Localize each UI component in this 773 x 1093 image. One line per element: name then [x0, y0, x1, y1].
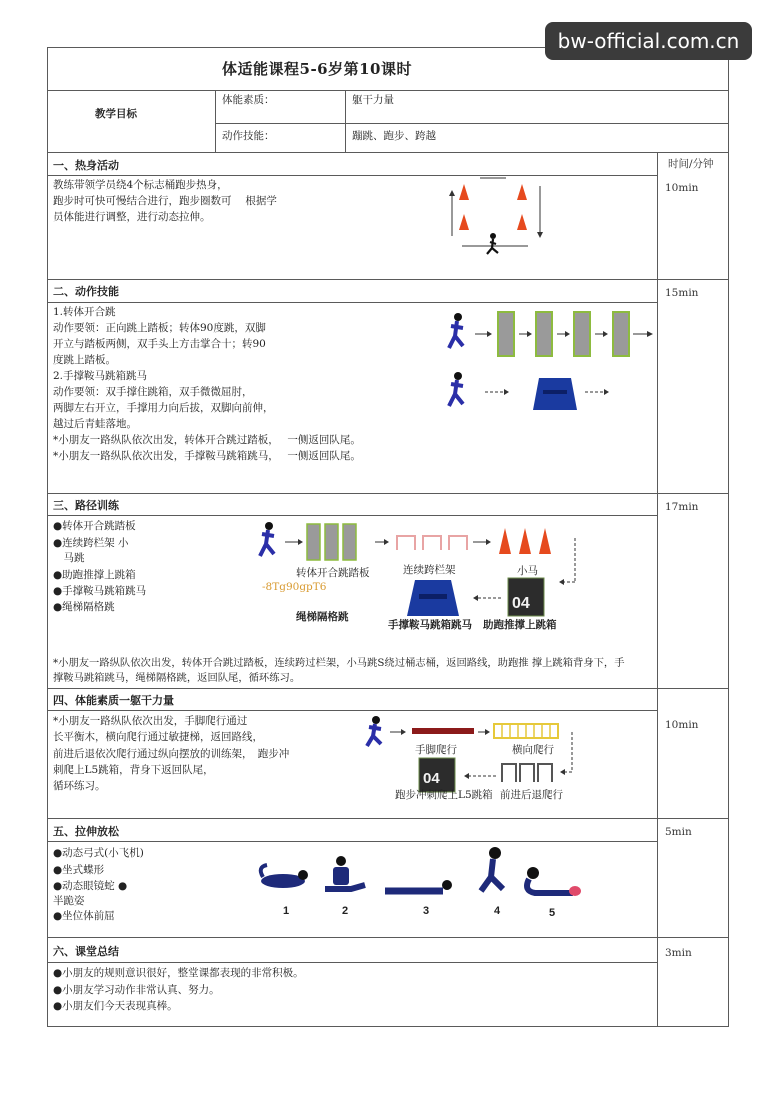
skill-line-8: 越过后青蛙落地。: [53, 418, 137, 430]
skill-value: 蹦跳、跑步、跨越: [352, 130, 436, 142]
path-item-1: ●转体开合跳踏板: [53, 520, 136, 532]
runner-icon: [449, 313, 463, 348]
summary-item-1: ●小朋友的规则意识很好，整堂课都表现的非常积极。: [53, 967, 304, 979]
page-title: 体适能课程5-6岁第10课时: [222, 60, 412, 78]
hurdle-icon: [449, 536, 467, 550]
cone-icon: [499, 528, 511, 554]
summary-item-3: ●小朋友们今天表现真棒。: [53, 1000, 178, 1012]
core-line-3: 前进后退依次爬行通过纵向摆放的训练架， 跑步冲: [53, 748, 290, 760]
vault-horse-diagram: [443, 370, 623, 414]
fitness-label: 体能素质：: [222, 94, 275, 106]
hurdle-icon: [423, 536, 441, 550]
pose-sit-reach-icon: [527, 867, 581, 896]
section-stretch-title: 五、拉伸放松: [53, 825, 119, 838]
cone-icon: [539, 528, 551, 554]
fitness-value: 躯干力量: [352, 94, 394, 106]
section-warmup-time: 10min: [665, 182, 699, 194]
path-item-2: ●连续跨栏架 小: [53, 537, 129, 549]
path-note-1: *小朋友一路纵队依次出发，转体开合跳过踏板，连续跨过栏架，小马跳S绕过桶志桶，返回路线，助跑推 撑上跳箱背身下，手: [53, 657, 625, 669]
skill-label: 动作技能：: [222, 130, 275, 142]
path-item-4: ●助跑推撑上跳箱: [53, 569, 136, 581]
path-item-3: 马跳: [53, 552, 85, 564]
skill-line-10: *小朋友一路纵队依次出发，手撑鞍马跳箱跳马， 一侧返回队尾。: [53, 450, 361, 462]
vault-box-icon: [533, 378, 577, 410]
box-number: 04: [512, 595, 530, 612]
label-box: 助跑推撑上跳箱: [483, 619, 557, 631]
label-vault: 手撑鞍马跳箱跳马: [388, 619, 472, 631]
warmup-line-3: 员体能进行调整，进行动态拉伸。: [53, 211, 211, 223]
path-item-6: ●绳梯隔格跳: [53, 601, 115, 613]
label-hurdle: 连续跨栏架: [403, 564, 456, 576]
pose-kneel-icon: [481, 847, 503, 891]
vault-box-icon: [407, 580, 459, 616]
pose-bow-icon: [261, 865, 308, 888]
skill-line-5: 2.手撑鞍马跳箱跳马: [53, 370, 148, 382]
core-line-1: *小朋友一路纵队依次出发，手脚爬行通过: [53, 715, 248, 727]
cone-icon: [519, 528, 531, 554]
board-icon: [498, 312, 514, 356]
training-frame-icon: [502, 764, 552, 782]
core-line-2: 长平衡木，横向爬行通过敏捷梯，返回路线，: [53, 731, 263, 743]
skill-line-4: 度跳上踏板。: [53, 354, 116, 366]
section-summary-title: 六、课堂总结: [53, 945, 119, 958]
label-horse: 小马: [517, 565, 538, 577]
pose-number-5: 5: [549, 907, 556, 919]
core-line-5: 循环练习。: [53, 780, 106, 792]
board-icon: [613, 312, 629, 356]
board-icon: [325, 524, 338, 560]
section-skill-title: 二、动作技能: [53, 285, 119, 298]
cone-icon: [459, 184, 469, 200]
pose-cobra-icon: [385, 880, 452, 891]
objectives-label: 教学目标: [95, 108, 137, 120]
stretch-item-1: ●动态弓式(小飞机): [53, 847, 144, 859]
skill-line-7: 两脚左右开立，手撑用力向后拔，双脚向前伸，: [53, 402, 274, 414]
agility-ladder-icon: [494, 724, 558, 738]
pose-number-3: 3: [423, 905, 430, 917]
core-line-4: 刺爬上L5跳箱，背身下返回队尾，: [53, 764, 214, 776]
runner-icon: [487, 233, 498, 254]
label-board: 转体开合跳踏板: [296, 567, 370, 579]
hurdle-icon: [397, 536, 415, 550]
label-backfwd: 前进后退爬行: [500, 789, 563, 801]
time-column-header: 时间/分钟: [668, 158, 714, 170]
runner-icon: [260, 522, 274, 556]
runner-icon: [367, 716, 381, 746]
label-sprint: 跑步冲刺爬上L5跳箱: [395, 789, 493, 801]
warmup-line-2: 跑步时可快可慢结合进行，跑步圈数可 根据学: [53, 195, 277, 207]
cone-icon: [517, 184, 527, 200]
section-core-time: 10min: [665, 719, 699, 731]
runner-icon: [449, 372, 463, 406]
section-skill-time: 15min: [665, 287, 699, 299]
board-icon: [307, 524, 320, 560]
stretch-item-2: ●坐式蝶形: [53, 864, 105, 876]
warmup-cone-diagram: [440, 176, 560, 266]
summary-item-2: ●小朋友学习动作非常认真、努力。: [53, 984, 220, 996]
balance-beam-icon: [412, 728, 474, 734]
section-path-title: 三、路径训练: [53, 499, 119, 512]
cone-icon: [459, 214, 469, 230]
pose-number-4: 4: [494, 905, 501, 917]
path-item-5: ●手撑鞍马跳箱跳马: [53, 585, 147, 597]
board-icon: [536, 312, 552, 356]
board-icon: [343, 524, 356, 560]
stretch-item-3: ●动态眼镜蛇 ●: [53, 880, 128, 892]
skill-line-2: 动作要领：正向跳上踏板；转体90度跳，双脚: [53, 322, 266, 334]
label-code: -8Tg90gpT6: [262, 581, 327, 593]
label-crawl: 手脚爬行: [415, 744, 457, 756]
pose-number-1: 1: [283, 905, 290, 917]
board-icon: [574, 312, 590, 356]
skill-line-9: *小朋友一路纵队依次出发，转体开合跳过踏板， 一侧返回队尾。: [53, 434, 361, 446]
core-box-number: 04: [423, 770, 440, 787]
skill-line-1: 1.转体开合跳: [53, 306, 116, 318]
watermark-badge: bw-official.com.cn: [545, 22, 752, 60]
section-warmup-title: 一、热身活动: [53, 159, 119, 172]
path-note-2: 撑鞍马跳箱跳马，绳梯隔格跳，返回队尾，循环练习。: [53, 672, 301, 684]
stretch-poses-diagram: [255, 845, 585, 905]
section-summary-time: 3min: [665, 947, 692, 959]
pose-butterfly-icon: [325, 856, 365, 889]
jumping-board-diagram: [443, 310, 658, 362]
pose-number-2: 2: [342, 905, 349, 917]
label-ladder: 绳梯隔格跳: [296, 611, 349, 623]
warmup-line-1: 教练带领学员绕4个标志桶跑步热身，: [53, 179, 228, 191]
skill-line-3: 开立与踏板两侧，双手头上方击掌合十；转90: [53, 338, 266, 350]
section-path-time: 17min: [665, 501, 699, 513]
stretch-item-4: 半跪姿: [53, 895, 85, 907]
section-core-title: 四、体能素质一躯干力量: [53, 694, 174, 707]
stretch-item-5: ●坐位体前屈: [53, 910, 115, 922]
skill-line-6: 动作要领：双手撑住跳箱，双手微微屈肘，: [53, 386, 253, 398]
cone-icon: [517, 214, 527, 230]
section-stretch-time: 5min: [665, 826, 692, 838]
label-side-crawl: 横向爬行: [512, 744, 554, 756]
